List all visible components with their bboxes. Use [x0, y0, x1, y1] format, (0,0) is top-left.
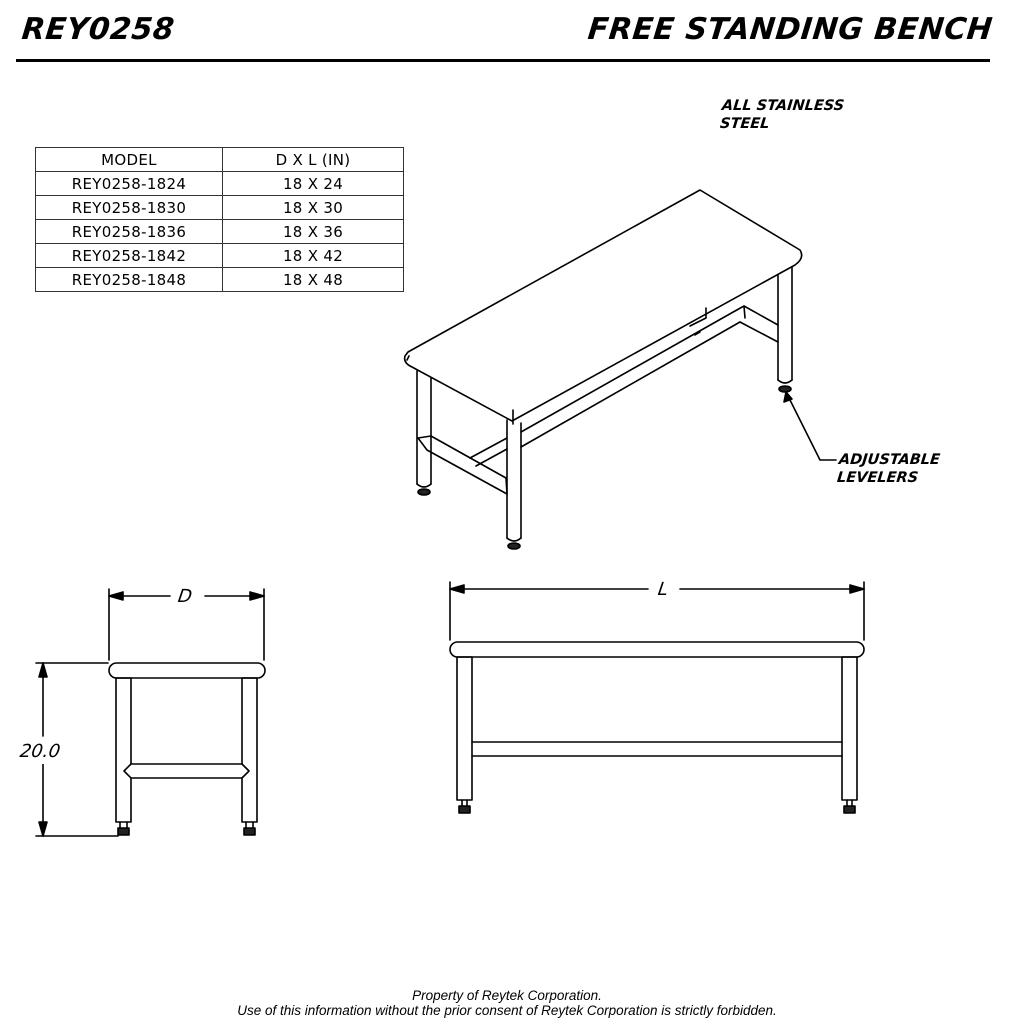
iso-leg-back-right [778, 267, 792, 392]
column-header-dimensions: D X L (IN) [223, 148, 404, 172]
iso-long-stretcher [521, 306, 778, 447]
height-dimension-label: 20.0 [18, 741, 62, 762]
dimension-cell: 18 X 42 [223, 244, 404, 268]
material-note-line2: STEEL [719, 116, 771, 132]
side-view [36, 589, 265, 836]
levelers-note-line1: ADJUSTABLE [838, 452, 941, 468]
model-cell: REY0258-1824 [36, 172, 223, 196]
material-note-line1: ALL STAINLESS [721, 98, 846, 114]
material-note [719, 97, 845, 133]
front-tabletop [450, 642, 864, 657]
model-cell: REY0258-1830 [36, 196, 223, 220]
dimension-cell: 18 X 30 [223, 196, 404, 220]
model-cell: REY0258-1848 [36, 268, 223, 292]
iso-leg-front-near [507, 410, 521, 549]
model-cell: REY0258-1836 [36, 220, 223, 244]
dimension-cell: 18 X 48 [223, 268, 404, 292]
front-view [450, 582, 864, 813]
levelers-note [836, 451, 941, 487]
footer-usage-notice: Use of this information without the prior consent of Reytek Corporation is strictly forbidden. [237, 1003, 777, 1018]
levelers-note-line2: LEVELERS [836, 470, 919, 486]
product-title: FREE STANDING BENCH [585, 12, 994, 47]
footer-property-notice: Property of Reytek Corporation. [412, 988, 602, 1003]
dimension-cell: 18 X 36 [223, 220, 404, 244]
model-cell: REY0258-1842 [36, 244, 223, 268]
model-code-title: REY0258 [20, 12, 177, 47]
isometric-view [405, 190, 802, 549]
levelers-callout [784, 392, 836, 460]
dimension-cell: 18 X 24 [223, 172, 404, 196]
side-tabletop [109, 663, 265, 678]
depth-dimension-label: D [171, 586, 200, 607]
length-dimension-label: L [651, 579, 676, 600]
iso-leg-front-left [417, 371, 431, 495]
column-header-model: MODEL [36, 148, 223, 172]
